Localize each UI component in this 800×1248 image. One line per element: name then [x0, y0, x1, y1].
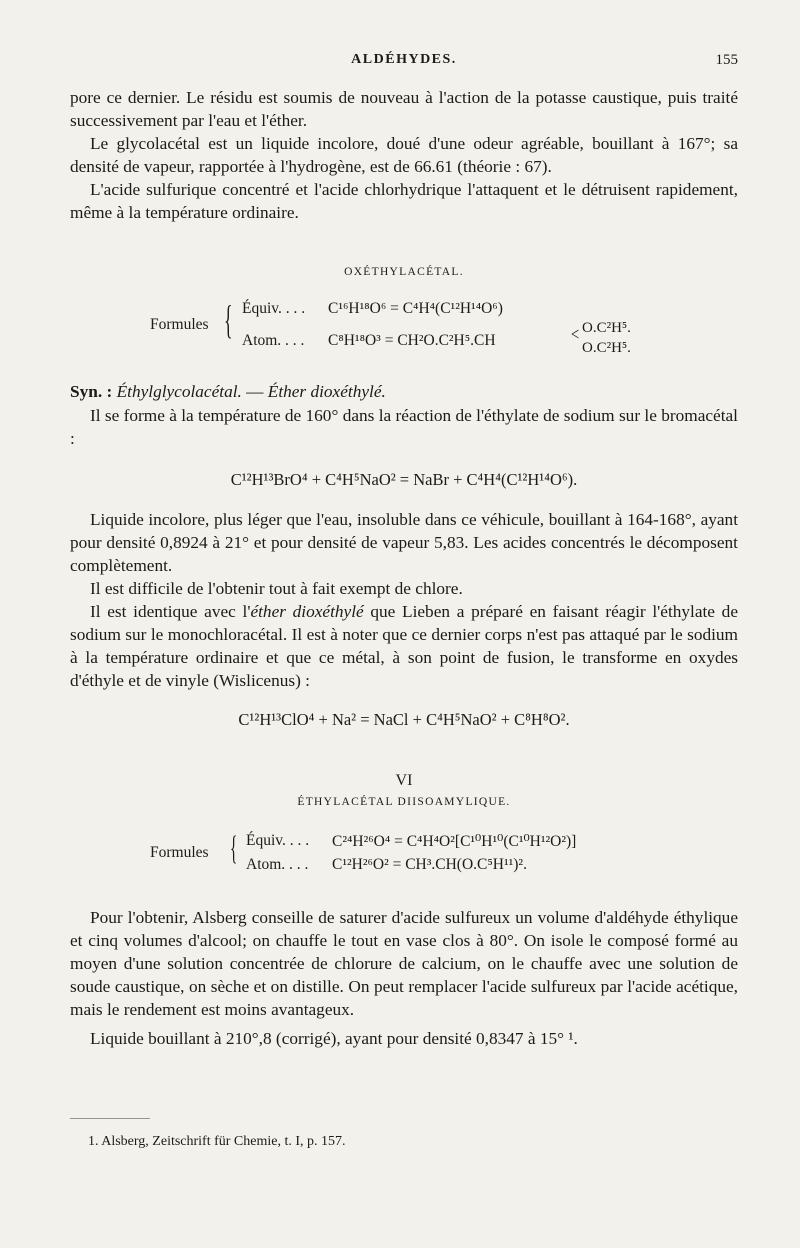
running-head	[70, 52, 738, 74]
atom-formula: C¹²H²⁶O² = CH³.CH(O.C⁵H¹¹)².	[332, 856, 527, 873]
equiv-label: Équiv. . . .	[246, 832, 310, 849]
formula-block-oxethylacetal	[150, 296, 670, 362]
paragraph: Liquide incolore, plus léger que l'eau, insoluble dans ce véhicule, bouillant à 164-168°, ayant pour densité 0,8924 à 21° et pour densité de vapeur 5,83. Les acides concentrés le décomposent complètement.	[70, 510, 738, 575]
equiv-row	[246, 832, 309, 850]
brace: {	[224, 297, 233, 342]
atom-row	[246, 856, 308, 874]
synonyms	[70, 380, 738, 403]
equiv-formula: C¹⁶H¹⁸O⁶ = C⁴H⁴(C¹²H¹⁴O⁶)	[328, 300, 503, 317]
formation-paragraph	[70, 404, 738, 450]
equiv-row	[242, 300, 305, 318]
brace: {	[230, 830, 238, 867]
paragraph-part: Il est identique avec l'	[90, 602, 251, 621]
formulas-label: Formules	[150, 316, 209, 333]
paragraph: pore ce dernier. Le résidu est soumis de nouveau à l'action de la potasse caustique, puis traité successivement par l'eau et l'éther.	[70, 88, 738, 130]
synonym-1: Éthylglycolacétal.	[116, 382, 242, 401]
synonyms-line	[70, 380, 738, 403]
properties-paragraphs	[70, 508, 738, 692]
atom-formula: C⁸H¹⁸O³ = CH²O.C²H⁵.CH	[328, 332, 496, 349]
formulas-label: Formules	[150, 844, 209, 861]
paragraph-emphasis: éther dioxéthylé	[250, 602, 364, 621]
section-heading-diisoamylic: ÉTHYLACÉTAL DIISOAMYLIQUE.	[297, 796, 511, 808]
syn-prefix: Syn. :	[70, 382, 113, 401]
atom-label: Atom. . . .	[246, 856, 309, 873]
preparation-paragraphs	[70, 906, 738, 1050]
paragraph-part: que Lieben a préparé en faisant réagir l'éthylate de sodium sur le monochloracétal. Il est à noter que ce dernier corps n'est pas attaqué par le sodium à la température ordinaire et que ce métal, à son point de fusion, le transforme en oxydes d'éthyle et de vinyle (Wislicenus) :	[70, 602, 738, 690]
paragraph	[70, 600, 738, 692]
syn-separator: —	[241, 382, 268, 401]
branch-upper: O.C²H⁵.	[582, 320, 631, 336]
atom-label: Atom. . . .	[242, 332, 305, 349]
running-head-title: ALDÉHYDES.	[351, 52, 457, 67]
equiv-formula: C²⁴H²⁶O⁴ = C⁴H⁴O²[C¹⁰H¹⁰(C¹⁰H¹²O²)]	[332, 833, 577, 850]
equation-monochloracetal: C¹²H¹³ClO⁴ + Na² = NaCl + C⁴H⁵NaO² + C⁸H⁸O².	[238, 710, 570, 729]
paragraph: Il se forme à la température de 160° dans la réaction de l'éthylate de sodium sur le bromacétal :	[70, 406, 738, 448]
branch-lower: O.C²H⁵.	[582, 340, 631, 356]
section-number: VI	[395, 772, 413, 789]
equation-bromacetal: C¹²H¹³BrO⁴ + C⁴H⁵NaO² = NaBr + C⁴H⁴(C¹²H¹⁴O⁶).	[230, 470, 578, 489]
section-heading-oxethylacetal: OXÉTHYLACÉTAL.	[344, 266, 464, 278]
paragraph: Liquide bouillant à 210°,8 (corrigé), ayant pour densité 0,8347 à 15° ¹.	[90, 1029, 578, 1048]
atom-row	[242, 332, 304, 350]
formula-block-diisoamylic	[150, 830, 710, 882]
synonym-2: Éther dioxéthylé.	[267, 382, 386, 401]
footnote: 1. Alsberg, Zeitschrift für Chemie, t. I, p. 157.	[88, 1134, 346, 1149]
footnote-rule	[70, 1118, 150, 1119]
branch-bracket: <	[571, 324, 580, 344]
paragraph: Pour l'obtenir, Alsberg conseille de saturer d'acide sulfureux un volume d'aldéhyde éthylique et cinq volumes d'alcool; on chauffe le tout en vase clos à 80°. On isole le composé formé au moyen d'une solution concentrée de chlorure de calcium, on le chauffe avec une solution de soude caustique, on sèche et on distille. On peut remplacer l'acide sulfureux par l'acide acétique, mais le rendement est moins avantageux.	[70, 908, 738, 1019]
paragraph: Le glycolacétal est un liquide incolore, doué d'une odeur agréable, bouillant à 167°; sa densité de vapeur, rapportée à l'hydrogène, est de 66.61 (théorie : 67).	[70, 134, 738, 176]
opening-paragraphs	[70, 86, 738, 224]
paragraph: L'acide sulfurique concentré et l'acide chlorhydrique l'attaquent et le détruisent rapidement, même à la température ordinaire.	[70, 180, 738, 222]
equiv-label: Équiv. . . .	[242, 300, 306, 317]
page-number: 155	[715, 52, 738, 68]
paragraph: Il est difficile de l'obtenir tout à fait exempt de chlore.	[90, 579, 463, 598]
